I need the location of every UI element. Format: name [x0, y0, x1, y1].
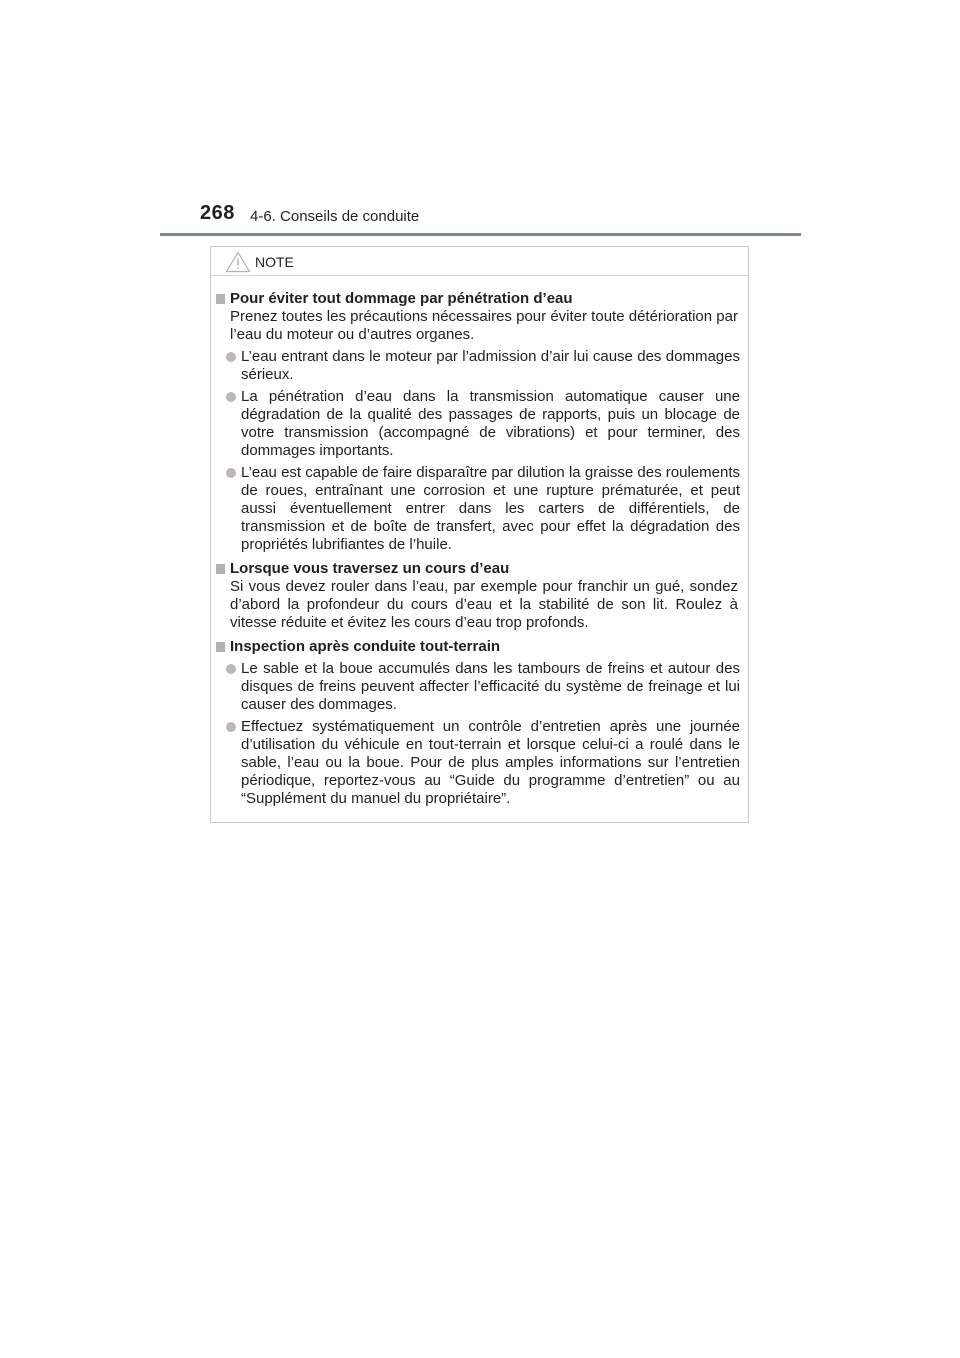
square-bullet-icon [216, 564, 225, 574]
list-item-text: Effectuez systématiquement un contrôle d’entretien après une journée d’utilisation du véhicule en tout-terrain et lorsque celui-ci a roulé dans le sable, l’eau ou la boue. Pour de plus amples informations sur l’entretien périodique, reportez-vous au “Guide du programme d’entretien” ou au “Supplément du manuel du propriétaire”. [241, 718, 740, 807]
topic-heading-text: Inspection après conduite tout-terrain [230, 638, 501, 655]
round-bullet-icon [226, 392, 236, 402]
list-item-text: La pénétration d’eau dans la transmission automatique causer une dégradation de la qualité des passages de rapports, puis un blocage de votre transmission (accompagné de vibrations) et pour terminer, des dommages importants. [241, 388, 740, 459]
page-number: 268 [200, 202, 235, 224]
header-rule [160, 233, 801, 236]
round-bullet-icon [226, 722, 236, 732]
topic-heading [211, 638, 748, 656]
topic-heading-text: Pour éviter tout dommage par pénétration d’eau [230, 290, 573, 307]
topic-heading-text: Lorsque vous traversez un cours d’eau [230, 560, 510, 577]
note-header [211, 247, 748, 276]
note-content [211, 290, 748, 812]
list-item-text: Le sable et la boue accumulés dans les tambours de freins et autour des disques de freins peuvent affecter l’efficacité du système de freinage et lui causer des dommages. [241, 660, 740, 713]
square-bullet-icon [216, 642, 225, 652]
round-bullet-icon [226, 468, 236, 478]
topic-water-damage [211, 290, 748, 554]
round-bullet-icon [226, 664, 236, 674]
warning-icon [225, 251, 251, 273]
topic-text: Prenez toutes les précautions nécessaires pour éviter toute détérioration par l’eau du moteur ou d’autres organes. [230, 308, 738, 343]
list-item-text: L’eau est capable de faire disparaître par dilution la graisse des roulements de roues, entraînant une corrosion et une rupture prématurée, et peut aussi éventuellement entrer dans les carters de différentiels, de transmission et de boîte de transfert, avec pour effet la dégradation des propriétés lubrifiantes de l’huile. [241, 464, 740, 553]
list-item [241, 660, 740, 714]
list-item [241, 464, 740, 554]
topic-heading [211, 560, 748, 578]
note-box [210, 246, 749, 823]
topic-offroad-inspection [211, 638, 748, 808]
round-bullet-icon [226, 352, 236, 362]
list-item [241, 718, 740, 808]
topic-heading [211, 290, 748, 308]
note-label: NOTE [255, 254, 294, 270]
topic-text: Si vous devez rouler dans l’eau, par exemple pour franchir un gué, sondez d’abord la profondeur du cours d’eau et la stabilité de son lit. Roulez à vitesse réduite et évitez les cours d’eau trop profonds. [230, 578, 738, 631]
topic-crossing-water [211, 560, 748, 632]
section-title: 4-6. Conseils de conduite [250, 208, 420, 225]
list-item-text: L’eau entrant dans le moteur par l’admission d’air lui cause des dommages sérieux. [241, 348, 740, 383]
list-item [241, 348, 740, 384]
square-bullet-icon [216, 294, 225, 304]
list-item [241, 388, 740, 460]
